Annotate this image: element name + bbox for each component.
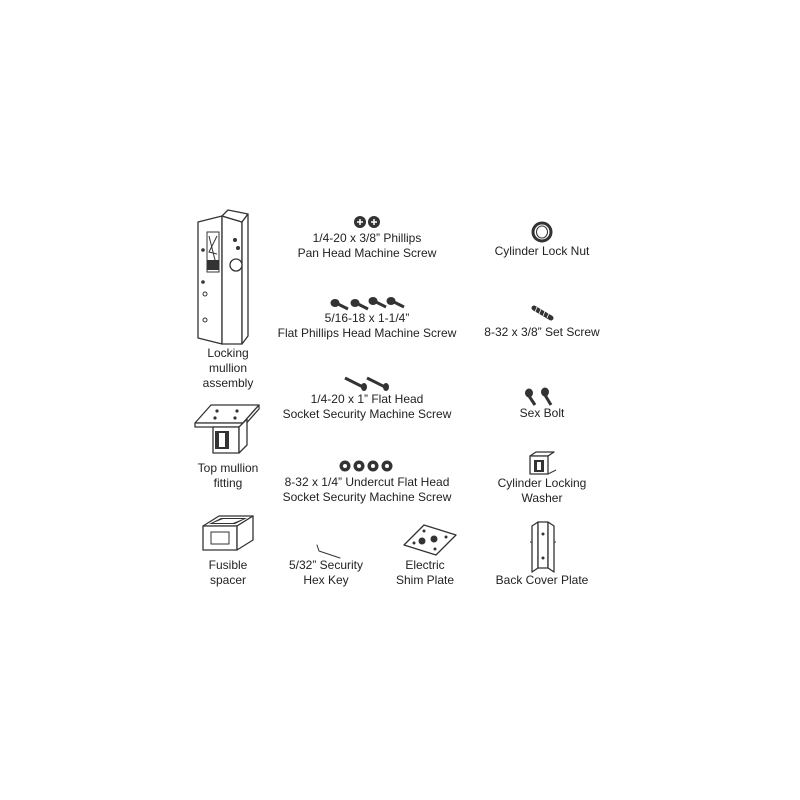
electric-shim-plate-label: Electric Shim Plate	[395, 558, 455, 587]
flat-head-socket-screw-label: 1/4-20 x 1” Flat Head Socket Security Machine Screw	[282, 392, 452, 421]
sex-bolt-drawing	[523, 387, 563, 407]
pan-head-screw-label: 1/4-20 x 3/8” Phillips Pan Head Machine Screw	[297, 231, 437, 260]
hex-key-label: 5/32” Security Hex Key	[288, 558, 364, 587]
fusible-spacer-label: Fusible spacer	[208, 558, 248, 587]
fusible-spacer-drawing	[199, 512, 259, 554]
back-cover-plate-drawing	[526, 522, 560, 572]
cylinder-lock-nut-drawing	[530, 221, 554, 243]
set-screw-drawing	[531, 304, 555, 322]
back-cover-plate-label: Back Cover Plate	[495, 573, 589, 587]
locking-mullion-label: Locking mullion assembly	[202, 346, 254, 390]
flat-phillips-screw-label: 5/16-18 x 1-1/4” Flat Phillips Head Machine Screw	[277, 311, 457, 340]
locking-mullion-drawing	[192, 210, 262, 345]
cylinder-lock-nut-label: Cylinder Lock Nut	[494, 244, 590, 258]
set-screw-label: 8-32 x 3/8” Set Screw	[484, 325, 600, 339]
electric-shim-plate-drawing	[402, 523, 458, 557]
flat-head-socket-screw-drawing	[343, 375, 393, 393]
undercut-screw-drawing	[338, 459, 396, 473]
pan-head-screw-drawing	[352, 214, 382, 230]
top-mullion-fitting-label: Top mullion fitting	[197, 461, 259, 490]
top-mullion-fitting-drawing	[193, 403, 263, 458]
sex-bolt-label: Sex Bolt	[519, 406, 565, 420]
cylinder-locking-washer-drawing	[526, 450, 558, 476]
cylinder-locking-washer-label: Cylinder Locking Washer	[497, 476, 587, 505]
undercut-screw-label: 8-32 x 1/4” Undercut Flat Head Socket Security Machine Screw	[282, 475, 452, 504]
